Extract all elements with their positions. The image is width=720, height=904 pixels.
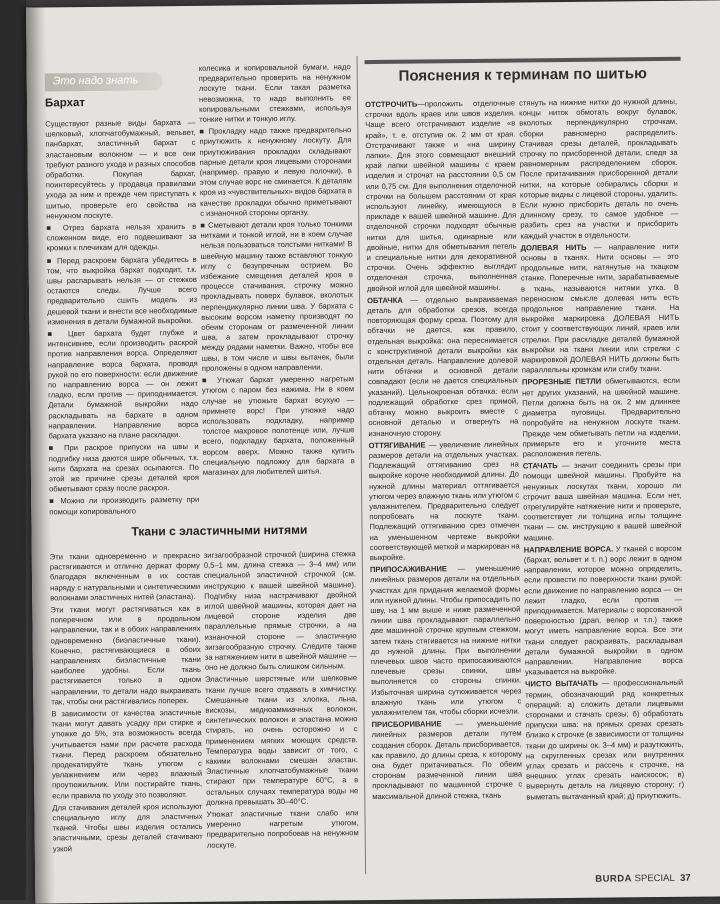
glossary-text: — отдельно выкраиваемая деталь для обработки срезов, всегда повторяющая форму среза. Поэтому для обтачки не дается, как правило, отдельная выкройка: она переснимается с конструктивной детали выкройки как отдельная деталь. Направление долевой нити обтачки и основной детали совпадают (если не дается специальных указаний). Цельнокроеная обтачка: если подлежащий обработке срез прямой, обтачку можно выкроить вместе с основной деталью и отвернуть на изнаночную сторону. bbox=[367, 294, 519, 438]
glossary-entry bbox=[365, 99, 517, 294]
glossary-entry bbox=[369, 439, 520, 563]
glossary-term: ПРИСБОРИВАНИЕ bbox=[371, 719, 442, 730]
page-number: 37 bbox=[679, 872, 691, 884]
glossary-term: ДОЛЕВАЯ НИТЬ bbox=[520, 242, 587, 253]
magazine-page bbox=[26, 0, 720, 903]
glossary-entry bbox=[525, 678, 684, 802]
velvet-paragraph: ■ Цвет бархата будет глубже и интенсивнее, если производить раскрой против направления ворса. Определяют направление ворса бархата, проводя рукой по его поверхности: если движение по направлению ворса — он лежит гладко, если против — приподнимается. Детали бумажной выкройки надо раскладывать на бархате в одном направлении. Направление ворса бархата указано на плане раскладки. bbox=[47, 327, 199, 441]
glossary-column-1 bbox=[365, 99, 522, 804]
velvet-paragraph: ■ Утюжат бархат умеренно нагретым утюгом с паром без нажима. Ни в коем случае не утюжьте бархат всухую — примнете ворс! При утюжке надо использовать подкладку, например толстое махровое полотенце или, лучше всего, подкладку бархата, положенный ворсом вверх. Можно также купить специальную подложку для бархата в магазинах для любителей шитья. bbox=[201, 374, 355, 477]
velvet-paragraph: ■ Отрез бархата нельзя хранить в сложенном виде, его подвешивают за кромки к плечикам для одежды. bbox=[46, 221, 197, 253]
stretch-paragraph: Для стачивания деталей кроя используют специальную иглу для эластичных тканей. Чтобы швы изделия остались эластичными, срезы деталей стачивают узкой bbox=[52, 801, 203, 854]
glossary-text: — уменьшение линейных размеров детали на отдельных участках для придания желаемой формы или нужной длины. Чтобы припосадить по шву, на 1 мм выше и ниже размеченной линии шва прокладывают параллельно две машинной строчке крупным стежком, затем ткань стягивается на нижние нитки до нужной длины. При выполнении плечевых швов часто припосаживаются плечевые срезы спинки, швы выполняется со стороны спинки. Избыточная ширина сутюживается через влажную ткань или утюгом с увлажнителем так, чтобы сборки исчезли. bbox=[369, 563, 522, 718]
magazine-brand-sub: SPECIAL bbox=[634, 872, 675, 885]
glossary-entry bbox=[522, 376, 681, 459]
stretch-paragraph: зигзагообразной строчкой (ширина стежка 0,5–1 мм, длина стежка — 3–4 мм) или специальной эластичной строчкой (см. инструкцию к вашей швейной машине). Подгибку низа настрачивают двойной иглой швейной машины, которая дает на лицевой стороне изделия две параллельные прямые строчки, а на изнаночной стороне — эластичную зигзагообразную строчку. Следите также за натяжением нити в швейной машине — оно не должно быть слишком сильным. bbox=[203, 549, 357, 673]
glossary-entry bbox=[367, 294, 518, 438]
velvet-paragraph: ■ Прокладку надо также предварительно приутюжить к ненужному лоскуту. Для приутюживания прокладки складывают парные детали кроя лицевыми сторонами (например, правую и левую полочки), в этом случае ворс не сминается. К деталям кроя из «чувствительных» видов бархата в качестве прокладки обычно приметывают с изнаночной стороны органзу. bbox=[199, 125, 353, 218]
velvet-paragraph: колесика и копировальной бумаги, надо предварительно проверить на ненужном лоскуте ткани. Если такая разметка невозможна, то надо выполнить ее копировальными стежками, используя тонкие нитки и тонкую иглу. bbox=[198, 62, 352, 124]
glossary-text: обметываются, если нет других указаний, на швейной машине. Петли должна быть на ок. 2 мм длиннее диаметра пуговицы. Предварительно попробуйте на ненужном лоскуте ткани. Прежде чем обметывать петли на изделии, примерьте его и уточните места расположения петель. bbox=[522, 376, 681, 459]
velvet-paragraph: ■ Можно ли производить разметку при помощи копировального bbox=[49, 495, 200, 516]
glossary-entry bbox=[524, 544, 683, 678]
stretch-paragraph: В зависимости от качества эластичные ткани могут давать усадку при стирке и утюжке до 5%, эта возможность всегда учитывается нами при расчете расхода ткани. Перед раскроем обязательно продекатируйте ткань утюгом с увлажнением или через влажный проутюжильник. Или постирайте ткань, если правила по уходу это позволяют. bbox=[51, 707, 203, 801]
stretch-column-2 bbox=[204, 549, 359, 852]
glossary-column-2 bbox=[519, 97, 684, 804]
column-divider bbox=[357, 56, 367, 874]
glossary-text: У тканей с ворсом (бархат, вельвет и т. п.) ворс лежит в одном направлении, которое можно определить, если провести по поверхности ткани рукой: если движение по направлению ворса — он лежит гладко, если против — приподнимается. Материалы с ворсованной поверхностью (драп, велюр и т.п.) также могут иметь направление ворса. Все эти ткани следует раскраивать, раскладывая детали бумажной выкройки в одном направлении. Направление ворса указывается на выкройке. bbox=[523, 543, 683, 677]
glossary-term: НАПРАВЛЕНИЕ ВОРСА. bbox=[523, 544, 614, 555]
glossary-term: ОБТАЧКА bbox=[367, 295, 403, 305]
glossary-term: ОТСТРОЧИТЬ bbox=[365, 99, 418, 110]
glossary-term: СТАЧАТЬ bbox=[522, 461, 558, 471]
page-footer bbox=[595, 873, 691, 885]
stretch-paragraph: Эти ткани одновременно и прекрасно растягиваются и отлично держат форму благодаря включенным в их состав наряду с натуральными и синтетическими волокнами эластичных нитей (эластана). bbox=[49, 550, 201, 603]
glossary-term: ЧИСТО ВЫТАЧАТЬ bbox=[525, 679, 599, 689]
glossary-text: стянуть на нижние нитки до нужной длины, концы ниток обмотать вокруг булавок, вколотых перпендикулярно строчкам, сборки равномерно распределить. Стачивая срезы деталей, прокладывать строчку по присборенной детали, следя за равномерным распределением сборок. После притачивания присборенной детали нитки, на которые собирались сборки и которые видны с лицевой стороны, удалить. Если нужно присборить деталь по очень длинному срезу, то самое удобное — разбить срез на участки и присборить каждый участок в отдельности. bbox=[518, 96, 679, 241]
stretch-title: Ткани с эластичными нитями bbox=[131, 522, 308, 539]
glossary-text: — профессиональный термин, обозначающий ряд конкретных операций: а) сложить детали лицевыми сторонами и стачать срезы; б) обработать припуски шва: на прямых срезах срезать близко к строчке (в зависимости от толщины ткани до ширины ок. 3–4 мм) и разутюжить, на скругленных срезах или внутренних углах срезать и рассечь к строчке, на внешних углах срезать наискосок; в) вывернуть деталь на лицевую сторону; г) выметать вытачанный край; д) приутюжить. bbox=[525, 678, 685, 802]
magazine-brand: BURDA bbox=[595, 873, 633, 885]
stretch-column-1 bbox=[50, 551, 203, 856]
glossary-entry bbox=[523, 460, 682, 543]
glossary-entry bbox=[521, 242, 680, 376]
velvet-column-1 bbox=[45, 118, 199, 519]
velvet-paragraph: Существуют разные виды бархата — шелковый, хлопчатобумажный, вельвет, панбархат, эластичный бархат с эластановым волокном — и все они требуют разного ухода и разных способов обработки. Покупая бархат, поинтересуйтесь у продавца правилами ухода за ним и прежде чем приступать к шитью, проверьте его свойства на ненужном лоскуте. bbox=[45, 117, 197, 221]
glossary-entry bbox=[370, 564, 522, 719]
velvet-paragraph: ■ Перед раскроем бархата убедитесь в том, что выкройка бархат подходит, т.к. швы распарывать нельзя — от стежков остаются следы. Лучше всего предварительно сшить модель из дешевой ткани и внести все необходимые изменения в детали бумажной выкройки. bbox=[46, 254, 198, 327]
glossary-entry bbox=[372, 719, 523, 802]
glossary-text: — значит соединить срезы при помощи швейной машины. Пробуйте на ненужных лоскутах ткани, хорошо ли строчит ваша швейная машина. Если нет, отрегулируйте натяжение нити и проверьте, соответствует ли толщина иглы толщине ткани — см. инструкцию к вашей швейной машине. bbox=[522, 459, 682, 542]
glossary-term: ОТТЯГИВАНИЕ bbox=[368, 440, 426, 450]
glossary-text: —проложить отделочные строчки вдоль краев или швов изделия. Чаще всего отстрачивают изделие «в край», т. е. отступив ок. 2 мм от края. Отстрачивают также и «на ширину лапки». Для этого совмещают внешний край лапки швейной машины с краем изделия и строчат на расстоянии 0,5 см или 0,75 см. Для выполнения отделочной строчки на большем расстоянии от края используют линейку, имеющуюся в прикладе к вашей швейной машине. Для отделочной строчки подходят обычные нитки для шитья, одинарные или двойные, нитки для обметывания петель и специальные нитки для декоративной строчки. Очень эффектно выглядит отделочная строчка, выполненная двойной иглой для швейной машины. bbox=[365, 98, 517, 293]
stretch-paragraph: Эти ткани могут растягиваться как в поперечном или в продольном направлении, так и в обоих направлениях одновременно (биэластичные ткани). Конечно, растягивающиеся в обоих направлениях биэластичные ткани наиболее удобны. Если ткань растягивается только в одном направлении, то детали надо выкраивать так, чтобы они растягивались поперек. bbox=[50, 603, 202, 707]
glossary-term: ПРИПОСАЖИВАНИЕ bbox=[369, 564, 448, 575]
adjacent-page-edge bbox=[0, 0, 26, 900]
section-tab-label: Это надо знать bbox=[52, 74, 139, 88]
glossary-text: — направление нити основы в тканях. Нити основы — это продольные нити, натянутые на ткацком станке. Поперечные нити, зарабатываемые в ткань, называются нитями утка. В переносном смысле долевая нить есть продольное направление ткани. На выкройке маркировка ДОЛЕВАЯ НИТЬ стоит у соответствующих линий, краев или стрелки. При раскладке деталей бумажной выкройки на ткани линии или стрелки с маркировкой ДОЛЕВАЯ НИТЬ должны быть параллельны кромкам или сгибу ткани. bbox=[520, 241, 680, 375]
glossary-text: — уменьшение линейных размеров детали путем создания сборок. Деталь присборивается, как правило, до длины среза, к которому она будет притачиваться. По обеим сторонам размеченной линии шва прокладывают по машинной строчке с максимальной длиной стежка, ткань bbox=[371, 718, 523, 801]
velvet-column-2 bbox=[199, 62, 355, 480]
glossary-term: ПРОРЕЗНЫЕ ПЕТЛИ bbox=[521, 377, 602, 387]
stretch-paragraph: Утюжат эластичные ткани слабо или умеренно нагретым утюгом, предварительно попробовав на ненужном лоскуте. bbox=[206, 808, 359, 850]
velvet-paragraph: ■ Сметывают детали кроя только тонкими нитками и тонкой иглой, ни в коем случае нельзя пользоваться толстыми нитками! В швейную машину также вставляют тонкую иглу с безупречным острием. Во избежание смещения деталей кроя в процессе стачивания, строчку можно прокладывать поверх булавок, вколотых перпендикулярно линии шва. У бархата с высоким ворсом наметку производят по обеим сторонам от размеченной линии шва, а затем прокладывают строчку между рядами наметки. Важно, чтобы все швы, в том числе и швы вытачек, были проложены в одном направлении. bbox=[200, 219, 354, 373]
glossary-entry bbox=[519, 97, 678, 241]
section-tab bbox=[45, 72, 163, 91]
glossary-title: Пояснения к терминам по шитью bbox=[365, 57, 681, 94]
glossary-text: — увеличение линейных размеров детали на отдельных участках. Подлежащий оттягиванию срез на выкройке короче необходимой длины. До нужной длины материал оттягивается утюгом через влажную ткань или утюгом с увлажнителем. Предварительно следует попробовать на лоскуте ткани. Подлежащий оттягиванию срез отмечен на уменьшенном чертеже выкройки соответствующей меткой и маркирован на выкройке. bbox=[368, 439, 520, 563]
velvet-paragraph: ■ При раскрое припуски на швы и подгибку низа даются шире обычных, т.к. нити бархата на срезах осыпаются. По этой же причине срезы деталей кроя обметывают сразу после раскроя. bbox=[48, 442, 199, 494]
velvet-title: Бархат bbox=[44, 97, 86, 110]
stretch-paragraph: Эластичные шерстяные или шелковые ткани лучше всего отдавать в химчистку. Смешанные ткани из хлопка, льна, вискозы, медноаммиачных волокон, синтетических волокон и эластана можно стирать, но очень осторожно и с применением мягких моющих средств. Температура воды зависит от того, с какими волокнами смешан эластан. Эластичные хлопчатобумажные ткани стирают при температуре 60°С, а в остальных случаях температура воды не должна превышать 30–40°С. bbox=[205, 673, 359, 807]
